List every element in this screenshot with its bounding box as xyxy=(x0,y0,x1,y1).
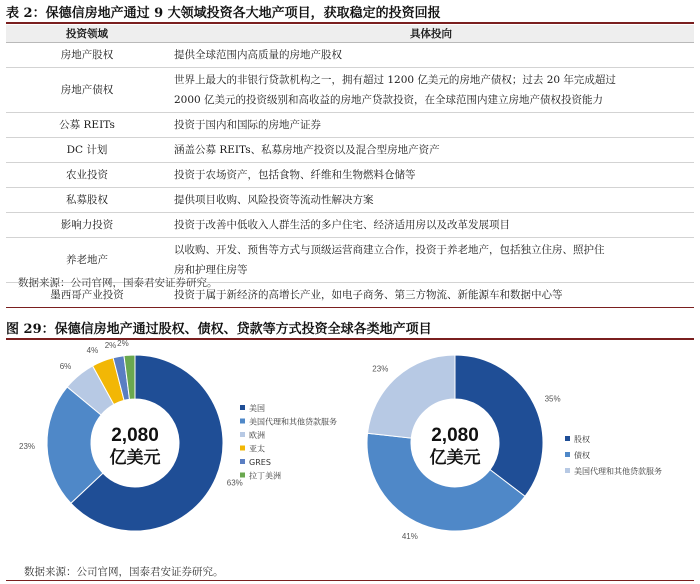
legend-label: 债权 xyxy=(574,451,590,460)
row-field: 房地产债权 xyxy=(6,68,168,113)
legend-swatch xyxy=(240,446,245,451)
row-approach-line: 以收购、开发、预售等方式与顶级运营商建立合作，投资于养老地产，包括独立住房、照护住 xyxy=(174,244,605,256)
table-row xyxy=(6,163,694,188)
legend-swatch xyxy=(240,432,245,437)
row-field: 房地产股权 xyxy=(6,43,168,68)
legend-label: 美国代理和其他贷款服务 xyxy=(574,467,662,476)
table-row xyxy=(6,68,694,113)
slice-value-label: 41% xyxy=(401,531,418,541)
table-top-rule xyxy=(6,22,694,24)
table-row xyxy=(6,213,694,238)
header-field: 投资领域 xyxy=(6,25,168,43)
table-title: 表 2：保德信房地产通过 9 大领域投资各大地产项目，获取稳定的投资回报 xyxy=(6,6,441,21)
row-approach: 提供全球范围内高质量的房地产股权 xyxy=(168,43,694,68)
investment-table xyxy=(6,25,694,308)
figure-source-note: 数据来源：公司官网，国泰君安证券研究。 xyxy=(24,566,224,578)
slice-value-label: 2% xyxy=(104,340,117,350)
donut-chart-investment-type xyxy=(367,355,662,541)
legend-swatch xyxy=(565,452,570,457)
legend-label: 美国 xyxy=(249,404,265,413)
donut-center-value: 2,080 xyxy=(431,425,479,446)
row-approach-line: 房和护理住房等 xyxy=(174,264,248,276)
slice-value-label: 23% xyxy=(19,442,36,452)
legend-label: 亚太 xyxy=(249,444,265,454)
donut-center-value: 2,080 xyxy=(111,425,159,446)
legend-label: 美国代理和其他贷款服务 xyxy=(249,417,337,427)
legend-label: 欧洲 xyxy=(249,431,265,440)
row-approach: 涵盖公募 REITs、私募房地产投资以及混合型房地产资产 xyxy=(168,138,694,163)
legend-swatch xyxy=(565,468,570,473)
legend-label: 拉丁美洲 xyxy=(249,471,281,481)
figure-title: 图 29：保德信房地产通过股权、债权、贷款等方式投资全球各类地产项目 xyxy=(6,322,432,337)
legend-label: GRES xyxy=(249,458,271,467)
row-approach: 投资于国内和国际的房地产证券 xyxy=(168,113,694,138)
donut-center-unit: 亿美元 xyxy=(109,448,161,468)
row-approach-line: 2000 亿美元的投资级别和高收益的房地产贷款投资，在全球范围内建立房地产债权投资能力 xyxy=(174,94,604,106)
table-source-note: 数据来源：公司官网，国泰君安证券研究。 xyxy=(18,277,218,289)
donut-center-unit: 亿美元 xyxy=(429,448,481,468)
donut-chart-region xyxy=(19,340,337,531)
row-field: 私募股权 xyxy=(6,188,168,213)
row-approach: 投资于改善中低收入人群生活的多户住宅、经济适用房以及改革发展项目 xyxy=(168,213,694,238)
legend-swatch xyxy=(240,473,245,478)
legend-swatch xyxy=(240,405,245,410)
legend-label: 股权 xyxy=(574,435,590,444)
slice-value-label: 63% xyxy=(226,478,243,488)
table-row xyxy=(6,138,694,163)
donut-charts xyxy=(0,340,700,562)
row-approach: 提供项目收购、风险投资等流动性解决方案 xyxy=(168,188,694,213)
row-field: DC 计划 xyxy=(6,138,168,163)
row-field: 养老地产 xyxy=(6,238,168,283)
slice-value-label: 2% xyxy=(117,340,129,349)
row-field: 墨西哥产业投资 xyxy=(6,283,168,308)
table-header-row xyxy=(6,25,694,43)
slice-value-label: 23% xyxy=(372,364,389,374)
table-row xyxy=(6,43,694,68)
table-row xyxy=(6,188,694,213)
header-approach: 具体投向 xyxy=(168,25,694,43)
row-approach: 投资于农场资产，包括食物、纤维和生物燃料仓储等 xyxy=(168,163,694,188)
page-bottom-rule xyxy=(6,580,694,581)
row-approach: 投资于属于新经济的高增长产业，如电子商务、第三方物流、新能源车和数据中心等 xyxy=(168,283,694,308)
row-field: 农业投资 xyxy=(6,163,168,188)
row-field: 影响力投资 xyxy=(6,213,168,238)
row-approach xyxy=(168,68,694,113)
slice-value-label: 4% xyxy=(86,346,99,356)
legend-swatch xyxy=(240,419,245,424)
row-approach-line: 世界上最大的非银行贷款机构之一，拥有超过 1200 亿美元的房地产债权；过去 20 年完成超过 xyxy=(174,74,616,86)
legend-swatch xyxy=(565,436,570,441)
table-row xyxy=(6,113,694,138)
slice-value-label: 35% xyxy=(544,394,561,404)
legend-swatch xyxy=(240,459,245,464)
row-field: 公募 REITs xyxy=(6,113,168,138)
row-approach xyxy=(168,238,694,283)
slice-value-label: 6% xyxy=(59,361,72,371)
